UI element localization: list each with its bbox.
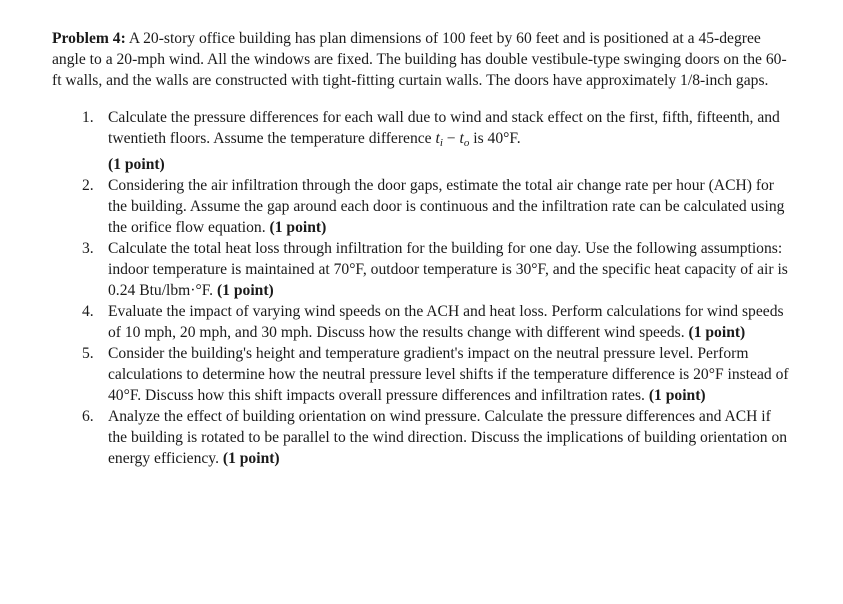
question-text: Considering the air infiltration through the door gaps, estimate the total air change rate per hour (ACH) for the building. Assume the gap around each door is continuous and the infiltration rate can be calculated using the orifice flow equation. (108, 177, 785, 236)
problem-statement (52, 28, 792, 91)
formula-temperature-difference (436, 130, 470, 147)
question-item-5 (82, 343, 792, 406)
question-list (52, 107, 792, 469)
question-item-6 (82, 406, 792, 469)
question-points: (1 point) (648, 387, 706, 404)
problem-document (52, 28, 792, 469)
formula-subscript-i: i (439, 137, 443, 149)
question-text: Calculate the total heat loss through infiltration for the building for one day. Use the following assumptions: indoor temperature is maintained at 70°F, outdoor temperature is 30°F, and the specific heat capacity of air is 0.24 Btu/lbm·°F. (108, 240, 788, 299)
question-text-end: is 40°F. (469, 130, 521, 147)
problem-label: Problem 4: (52, 30, 126, 47)
question-number: 1. (82, 109, 94, 126)
question-points: (1 point) (688, 324, 746, 341)
formula-var-t: t (459, 130, 464, 147)
question-item-3 (82, 238, 792, 301)
formula-subscript-o: o (463, 137, 470, 149)
question-points: (1 point) (222, 450, 280, 467)
question-text: Consider the building's height and temperature gradient's impact on the neutral pressure level. Perform calculations to determine how the neutral pressure level shifts if the temperature difference is 20°F instead of 40°F. Discuss how this shift impacts overall pressure differences and infiltration rates. (108, 345, 789, 404)
question-item-2 (82, 175, 792, 238)
question-number: 5. (82, 345, 94, 362)
question-points: (1 point) (269, 219, 327, 236)
question-text: Calculate the pressure differences for each wall due to wind and stack effect on the first, fifth, fifteenth, and twentieth floors. Assume the temperature difference (108, 109, 780, 147)
problem-text: A 20-story office building has plan dimensions of 100 feet by 60 feet and is positioned at a 45-degree angle to a 20-mph wind. All the windows are fixed. The building has double vestibule-type swinging doors on the 60-ft walls, and the walls are constructed with tight-fitting curtain walls. The doors have approximately 1/8-inch gaps. (52, 30, 787, 89)
question-points: (1 point) (108, 156, 165, 173)
question-number: 2. (82, 177, 94, 194)
question-text: Analyze the effect of building orientation on wind pressure. Calculate the pressure differences and ACH if the building is rotated to be parallel to the wind direction. Discuss the implications of building orientation on energy efficiency. (108, 408, 788, 467)
formula-minus: − (442, 130, 460, 147)
formula-var-t: t (435, 130, 440, 147)
question-item-4 (82, 301, 792, 343)
question-text: Evaluate the impact of varying wind speeds on the ACH and heat loss. Perform calculations for wind speeds of 10 mph, 20 mph, and 30 mph. Discuss how the results change with different wind speeds. (108, 303, 784, 341)
question-number: 6. (82, 408, 94, 425)
question-number: 4. (82, 303, 94, 320)
question-points: (1 point) (216, 282, 274, 299)
question-number: 3. (82, 240, 94, 257)
question-item-1 (82, 107, 792, 175)
